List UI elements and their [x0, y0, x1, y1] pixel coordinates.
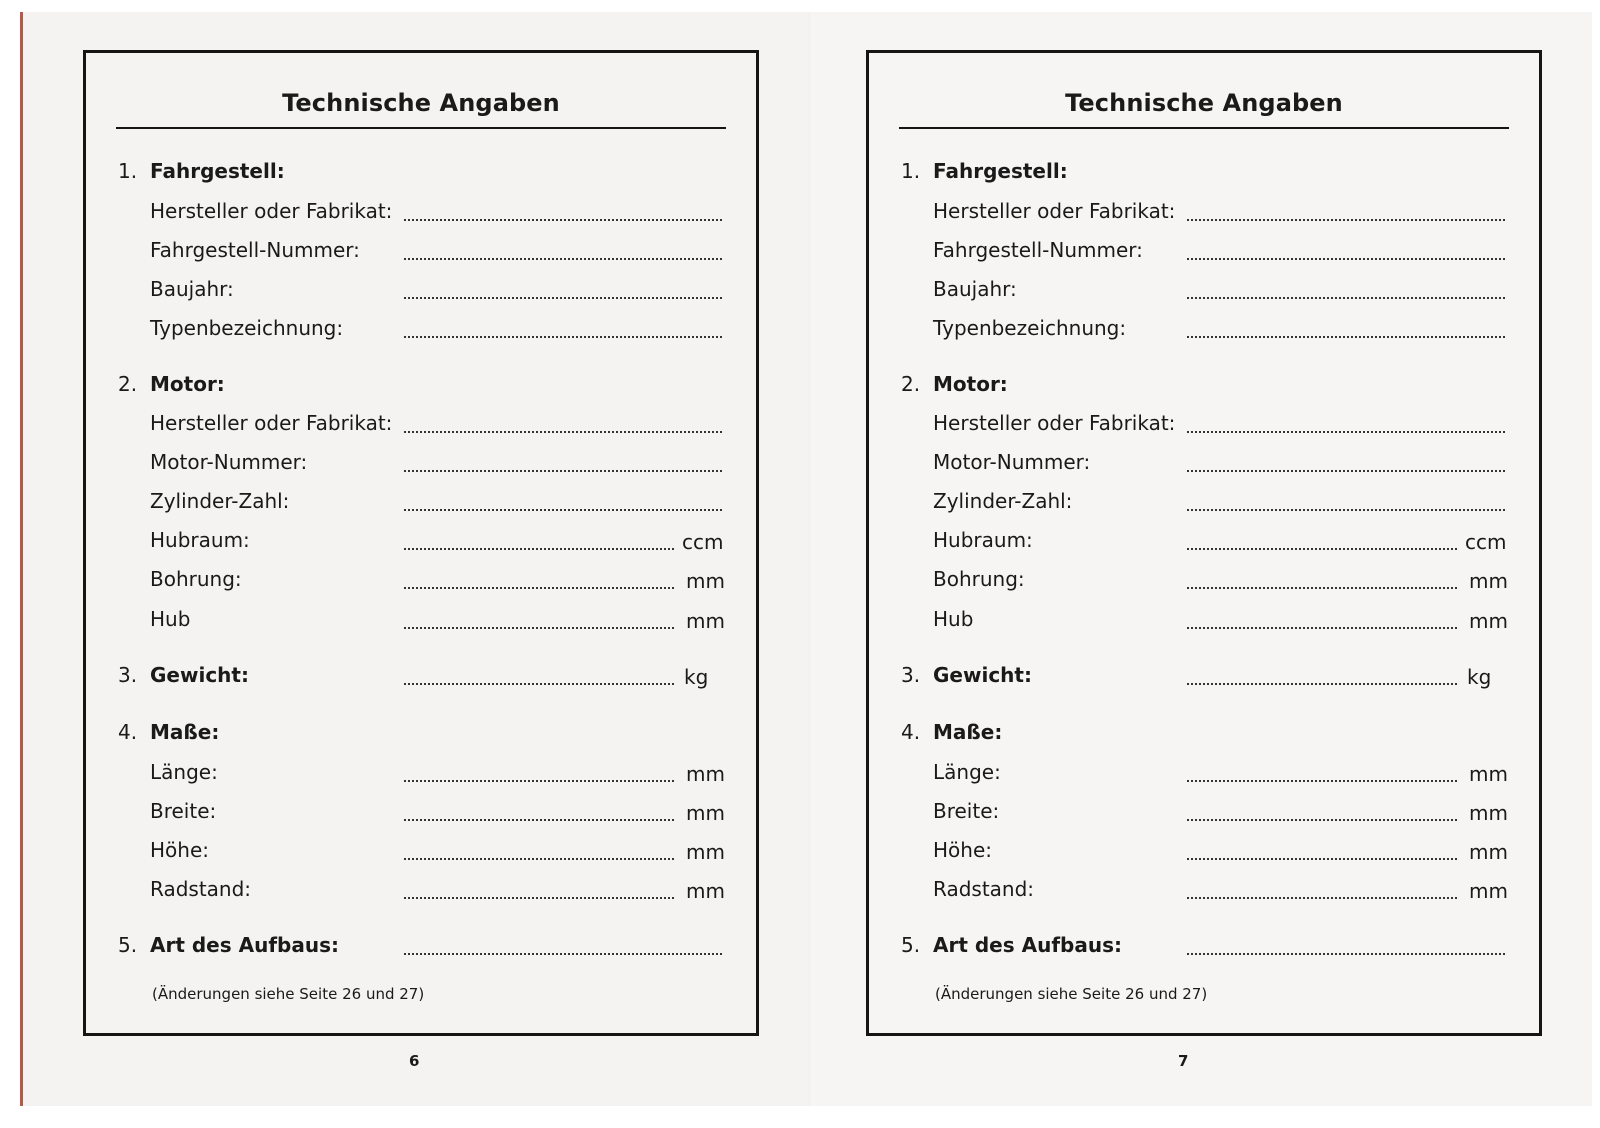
booklet-page-left [20, 12, 808, 1106]
unit-label: mm [686, 879, 725, 903]
field-label: Hub [933, 607, 974, 631]
field-label: Typenbezeichnung: [933, 316, 1127, 340]
section-number: 5. [901, 933, 921, 957]
entry-line[interactable] [404, 897, 674, 899]
field-label: Hersteller oder Fabrikat: [933, 411, 1176, 435]
entry-line[interactable] [404, 258, 722, 260]
section-heading-masse: Maße: [933, 720, 1003, 744]
field-label: Fahrgestell-Nummer: [933, 238, 1143, 262]
form-frame [866, 50, 1542, 1036]
section-number: 2. [901, 372, 921, 396]
field-label: Höhe: [933, 838, 992, 862]
section-heading-motor: Motor: [933, 372, 1008, 396]
entry-line[interactable] [404, 819, 674, 821]
section-number: 4. [118, 720, 138, 744]
form-frame [83, 50, 759, 1036]
field-label: Länge: [933, 760, 1001, 784]
section-number: 1. [901, 159, 921, 183]
entry-line[interactable] [1187, 819, 1457, 821]
unit-label: mm [1469, 840, 1508, 864]
entry-line[interactable] [1187, 258, 1505, 260]
field-label: Hersteller oder Fabrikat: [150, 411, 393, 435]
unit-label: mm [686, 762, 725, 786]
section-heading-fahrgestell: Fahrgestell: [150, 159, 285, 183]
entry-line[interactable] [404, 587, 674, 589]
field-label: Zylinder-Zahl: [150, 489, 290, 513]
entry-line[interactable] [1187, 953, 1505, 955]
field-label: Baujahr: [150, 277, 234, 301]
page-number: 6 [409, 1052, 420, 1070]
entry-line[interactable] [1187, 509, 1505, 511]
section-heading-motor: Motor: [150, 372, 225, 396]
field-label: Höhe: [150, 838, 209, 862]
field-label: Typenbezeichnung: [150, 316, 344, 340]
section-number: 1. [118, 159, 138, 183]
field-label: Motor-Nummer: [933, 450, 1091, 474]
footnote: (Änderungen siehe Seite 26 und 27) [152, 985, 425, 1003]
booklet-page-right [810, 12, 1592, 1106]
entry-line[interactable] [404, 683, 674, 685]
entry-line[interactable] [1187, 548, 1457, 550]
field-label: Bohrung: [150, 567, 242, 591]
unit-label: mm [686, 801, 725, 825]
section-number: 3. [118, 663, 138, 687]
unit-label: kg [1467, 665, 1492, 689]
field-label: Breite: [933, 799, 1000, 823]
field-label: Länge: [150, 760, 218, 784]
entry-line[interactable] [404, 627, 674, 629]
entry-line[interactable] [1187, 858, 1457, 860]
entry-line[interactable] [404, 858, 674, 860]
unit-label: mm [686, 569, 725, 593]
entry-line[interactable] [1187, 627, 1457, 629]
section-heading-fahrgestell: Fahrgestell: [933, 159, 1068, 183]
page-number: 7 [1178, 1052, 1189, 1070]
entry-line[interactable] [404, 297, 722, 299]
section-heading-masse: Maße: [150, 720, 220, 744]
field-label: Radstand: [150, 877, 252, 901]
entry-line[interactable] [1187, 897, 1457, 899]
unit-label: ccm [1465, 530, 1507, 554]
field-label: Hubraum: [933, 528, 1033, 552]
entry-line[interactable] [404, 470, 722, 472]
field-label: Hub [150, 607, 191, 631]
entry-line[interactable] [1187, 683, 1457, 685]
entry-line[interactable] [404, 336, 722, 338]
unit-label: mm [1469, 801, 1508, 825]
entry-line[interactable] [404, 219, 722, 221]
entry-line[interactable] [1187, 470, 1505, 472]
footnote: (Änderungen siehe Seite 26 und 27) [935, 985, 1208, 1003]
section-heading-gewicht: Gewicht: [933, 663, 1032, 687]
unit-label: mm [686, 609, 725, 633]
unit-label: mm [1469, 879, 1508, 903]
page-title: Technische Angaben [1065, 89, 1343, 117]
field-label: Baujahr: [933, 277, 1017, 301]
field-label: Hubraum: [150, 528, 250, 552]
unit-label: mm [1469, 609, 1508, 633]
field-label: Breite: [150, 799, 217, 823]
field-label: Motor-Nummer: [150, 450, 308, 474]
entry-line[interactable] [404, 548, 674, 550]
field-label: Bohrung: [933, 567, 1025, 591]
field-label: Hersteller oder Fabrikat: [933, 199, 1176, 223]
field-label: Zylinder-Zahl: [933, 489, 1073, 513]
entry-line[interactable] [1187, 297, 1505, 299]
field-label: Hersteller oder Fabrikat: [150, 199, 393, 223]
unit-label: ccm [682, 530, 724, 554]
section-number: 2. [118, 372, 138, 396]
section-number: 5. [118, 933, 138, 957]
section-number: 4. [901, 720, 921, 744]
entry-line[interactable] [1187, 336, 1505, 338]
unit-label: mm [1469, 569, 1508, 593]
entry-line[interactable] [404, 780, 674, 782]
unit-label: mm [1469, 762, 1508, 786]
entry-line[interactable] [404, 953, 722, 955]
entry-line[interactable] [1187, 219, 1505, 221]
page-title: Technische Angaben [282, 89, 560, 117]
unit-label: kg [684, 665, 709, 689]
entry-line[interactable] [1187, 780, 1457, 782]
section-heading-aufbau: Art des Aufbaus: [150, 933, 339, 957]
field-label: Radstand: [933, 877, 1035, 901]
entry-line[interactable] [1187, 431, 1505, 433]
title-underline [116, 127, 726, 129]
field-label: Fahrgestell-Nummer: [150, 238, 360, 262]
entry-line[interactable] [404, 509, 722, 511]
section-heading-aufbau: Art des Aufbaus: [933, 933, 1122, 957]
section-heading-gewicht: Gewicht: [150, 663, 249, 687]
entry-line[interactable] [404, 431, 722, 433]
unit-label: mm [686, 840, 725, 864]
title-underline [899, 127, 1509, 129]
entry-line[interactable] [1187, 587, 1457, 589]
section-number: 3. [901, 663, 921, 687]
